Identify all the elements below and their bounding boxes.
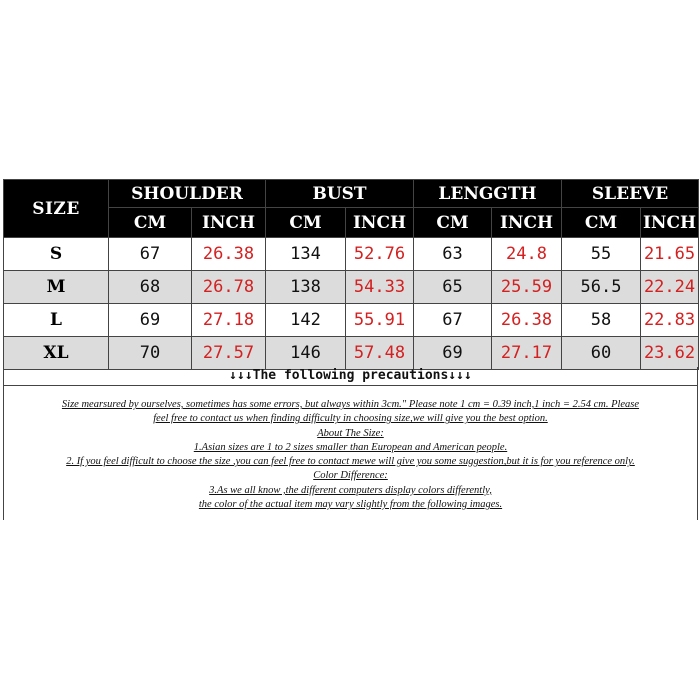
length-cm-cell: 65 xyxy=(414,271,492,304)
bust-inch-cell: 54.33 xyxy=(346,271,414,304)
note-line: feel free to contact us when finding difficulty in choosing size,we will give you the best option. xyxy=(153,413,548,425)
bust-inch-header: INCH xyxy=(346,208,414,238)
length-inch-cell: 27.17 xyxy=(492,337,562,370)
shoulder-cm-cell: 67 xyxy=(109,238,192,271)
shoulder-inch-header: INCH xyxy=(192,208,266,238)
size-cell: M xyxy=(4,271,109,304)
bust-cm-header: CM xyxy=(266,208,346,238)
note-line: 2. If you feel difficult to choose the size ,you can feel free to contact mewe will give you some suggestion,but it is for you reference only. xyxy=(66,456,635,468)
note-line: the color of the actual item may vary slightly from the following images. xyxy=(198,499,503,511)
table-row xyxy=(4,271,699,304)
bust-header: BUST xyxy=(266,180,414,208)
sleeve-inch-cell: 21.65 xyxy=(641,238,699,271)
table-row xyxy=(4,238,699,271)
size-cell: L xyxy=(4,304,109,337)
size-cell: XL xyxy=(4,337,109,370)
length-cm-cell: 67 xyxy=(414,304,492,337)
sleeve-cm-cell: 56.5 xyxy=(562,271,641,304)
shoulder-header: SHOULDER xyxy=(109,180,266,208)
sleeve-cm-header: CM xyxy=(562,208,641,238)
note-line: About The Size: xyxy=(317,427,384,439)
sleeve-header: SLEEVE xyxy=(562,180,699,208)
header-row-units xyxy=(4,208,699,238)
shoulder-cm-cell: 70 xyxy=(109,337,192,370)
shoulder-cm-cell: 69 xyxy=(109,304,192,337)
length-inch-cell: 25.59 xyxy=(492,271,562,304)
size-column-header: SIZE xyxy=(4,180,109,238)
shoulder-cm-cell: 68 xyxy=(109,271,192,304)
sleeve-inch-cell: 22.83 xyxy=(641,304,699,337)
sleeve-inch-cell: 23.62 xyxy=(641,337,699,370)
sleeve-inch-header: INCH xyxy=(641,208,699,238)
shoulder-inch-cell: 26.38 xyxy=(192,238,266,271)
length-inch-header: INCH xyxy=(492,208,562,238)
shoulder-inch-cell: 26.78 xyxy=(192,271,266,304)
sleeve-cm-cell: 55 xyxy=(562,238,641,271)
shoulder-inch-cell: 27.18 xyxy=(192,304,266,337)
bust-inch-cell: 57.48 xyxy=(346,337,414,370)
sleeve-cm-cell: 60 xyxy=(562,337,641,370)
size-cell: S xyxy=(4,238,109,271)
bust-inch-cell: 55.91 xyxy=(346,304,414,337)
length-inch-cell: 26.38 xyxy=(492,304,562,337)
bust-inch-cell: 52.76 xyxy=(346,238,414,271)
length-header: LENGGTH xyxy=(414,180,562,208)
bust-cm-cell: 138 xyxy=(266,271,346,304)
size-notes xyxy=(3,386,698,520)
note-line: 3.As we all know ,the different computers display colors differently, xyxy=(209,484,492,496)
note-line: Size mearsured by ourselves, sometimes has some errors, but always within 3cm." Please note 1 cm = 0.39 inch,1 inch = 2.54 cm. Please xyxy=(61,399,640,410)
table-row xyxy=(4,337,699,370)
bust-cm-cell: 146 xyxy=(266,337,346,370)
shoulder-cm-header: CM xyxy=(109,208,192,238)
bust-cm-cell: 134 xyxy=(266,238,346,271)
note-line: 1.Asian sizes are 1 to 2 sizes smaller than European and American people. xyxy=(193,441,508,453)
precautions-heading: ↓↓↓The following precautions↓↓↓ xyxy=(3,367,698,386)
shoulder-inch-cell: 27.57 xyxy=(192,337,266,370)
table-row xyxy=(4,304,699,337)
size-chart-table xyxy=(3,179,699,370)
sleeve-cm-cell: 58 xyxy=(562,304,641,337)
length-cm-header: CM xyxy=(414,208,492,238)
sleeve-inch-cell: 22.24 xyxy=(641,271,699,304)
length-cm-cell: 69 xyxy=(414,337,492,370)
note-line: Color Difference: xyxy=(313,470,388,482)
header-row-groups xyxy=(4,180,699,208)
bust-cm-cell: 142 xyxy=(266,304,346,337)
length-inch-cell: 24.8 xyxy=(492,238,562,271)
length-cm-cell: 63 xyxy=(414,238,492,271)
